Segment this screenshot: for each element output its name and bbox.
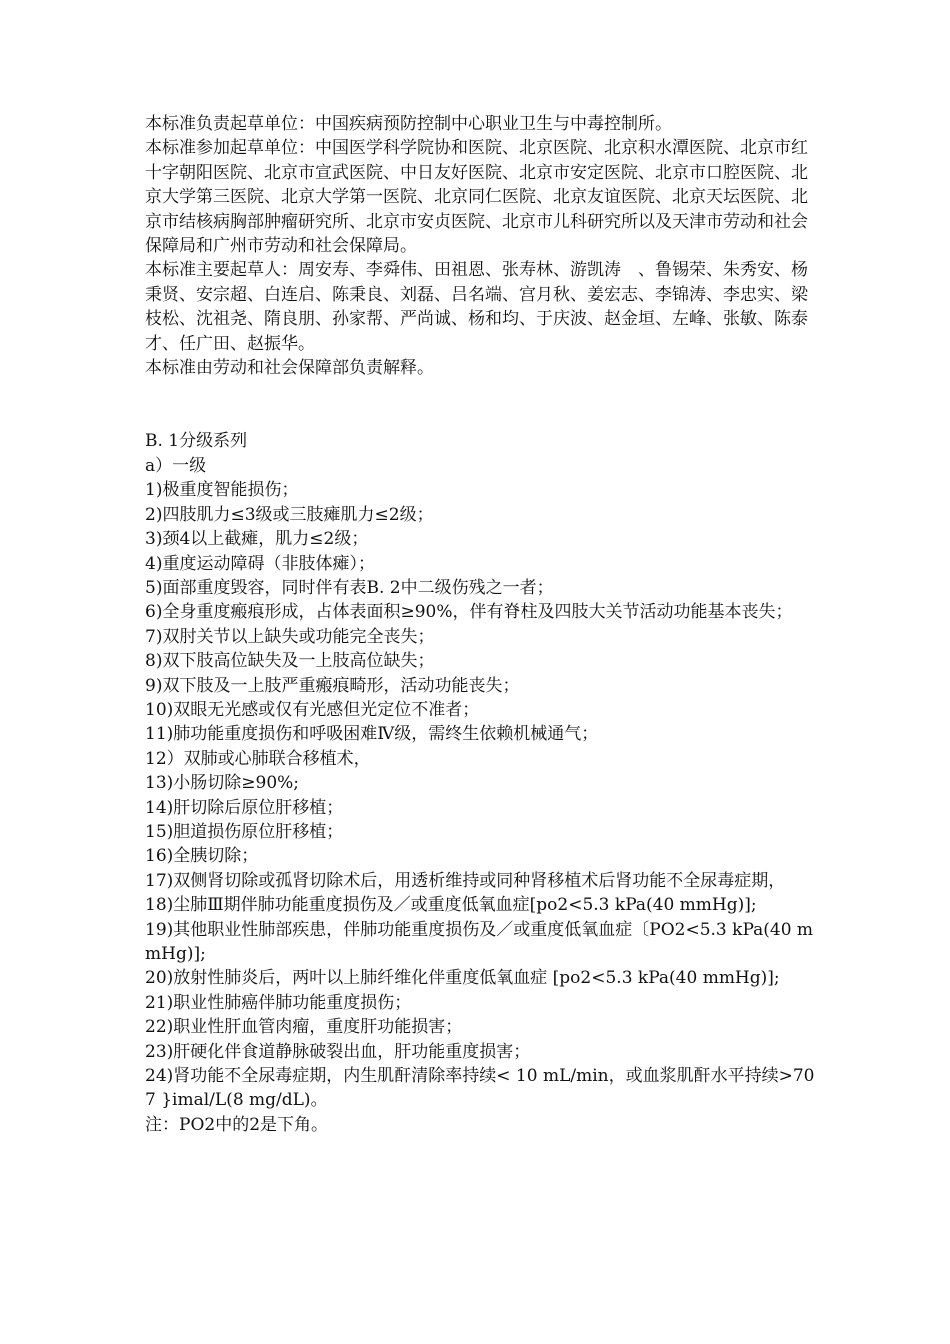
list-item: 24)肾功能不全尿毒症期，内生肌酐清除率持续< 10 mL/min，或血浆肌酐水平持续>707 }imal/L(8 mg/dL)。: [145, 1066, 815, 1111]
list-item: 7)双肘关节以上缺失或功能完全丧失；: [145, 626, 435, 647]
list-item: 14)肝切除后原位肝移植；: [145, 797, 344, 818]
participating-units-paragraph: 本标准参加起草单位：中国医学科学院协和医院、北京医院、北京积水潭医院、北京市红十字朝阳医院、北京市宣武医院、中日友好医院、北京市安定医院、北京市口腔医院、北京大学第三医院、北京大学第一医院、北京同仁医院、北京友谊医院、北京天坛医院、北京市结核病胸部肿瘤研究所、北京市安贞医院、北京市儿科研究所以及天津市劳动和社会保障局和广州市劳动和社会保障局。: [145, 138, 808, 257]
list-item: 19)其他职业性肺部疾患，伴肺功能重度损伤及／或重度低氧血症〔PO2<5.3 kPa(40 mmHg)];: [145, 919, 814, 964]
responsible-unit-paragraph: 本标准负责起草单位：中国疾病预防控制中心职业卫生与中毒控制所。: [145, 114, 672, 134]
section-heading: B. 1分级系列: [145, 431, 248, 452]
list-item: 15)胆道损伤原位肝移植；: [145, 821, 344, 842]
list-item: 4)重度运动障碍（非肢体瘫）；: [145, 553, 375, 574]
list-item: 5)面部重度毁容，同时伴有表B. 2中二级伤残之一者；: [145, 577, 554, 598]
list-item: 3)颈4以上截瘫，肌力≤2级；: [145, 529, 369, 550]
list-item: 6)全身重度瘢痕形成，占体表面积≥90%，伴有脊柱及四肢大关节活动功能基本丧失；: [145, 602, 793, 623]
list-item: 8)双下肢高位缺失及一上肢高位缺失；: [145, 651, 435, 672]
section-gap: [145, 380, 815, 429]
list-item: 2)四肢肌力≤3级或三肢瘫肌力≤2级；: [145, 504, 434, 525]
footnote: 注：PO2中的2是下角。: [145, 1114, 329, 1135]
list-item: 16)全胰切除；: [145, 846, 259, 867]
document-body: [145, 112, 815, 1137]
list-item: 13)小肠切除≥90%;: [145, 773, 300, 794]
list-item: 20)放射性肺炎后，两叶以上肺纤维化伴重度低氧血症 [po2<5.3 kPa(40 mmHg)];: [145, 968, 780, 989]
main-drafters-paragraph: 本标准主要起草人：周安寿、李舜伟、田祖恩、张寿林、游凯涛 、鲁锡荣、朱秀安、杨秉贤、安宗超、白连启、陈秉良、刘磊、吕名端、宫月秋、姜宏志、李锦涛、李忠实、梁枝松、沈祖尧、隋良朋、孙家帮、严尚诚、杨和均、于庆波、赵金垣、左峰、张敏、陈泰才、任广田、赵振华。: [145, 260, 808, 354]
list-item: 22)职业性肝血管肉瘤，重度肝功能损害；: [145, 1017, 463, 1038]
list-item: 21)职业性肺癌伴肺功能重度损伤；: [145, 992, 412, 1013]
list-item: 18)尘肺Ⅲ期伴肺功能重度损伤及／或重度低氧血症[po2<5.3 kPa(40 mmHg)];: [145, 895, 757, 916]
list-item: 12）双肺或心肺联合移植术，: [145, 748, 371, 769]
list-item: 1)极重度智能损伤；: [145, 480, 299, 501]
interpretation-paragraph: 本标准由劳动和社会保障部负责解释。: [145, 358, 434, 379]
list-item: 23)肝硬化伴食道静脉破裂出血，肝功能重度损害；: [145, 1041, 531, 1062]
list-item: 17)双侧肾切除或孤肾切除术后，用透析维持或同种肾移植术后肾功能不全尿毒症期，: [145, 870, 786, 891]
list-item: 9)双下肢及一上肢严重瘢痕畸形，活动功能丧失；: [145, 675, 520, 696]
section-subheading: a）一级: [145, 455, 207, 476]
list-item: 11)肺功能重度损伤和呼吸困难Ⅳ级，需终生依赖机械通气；: [145, 724, 599, 745]
list-item: 10)双眼无光感或仅有光感但光定位不准者；: [145, 699, 480, 720]
